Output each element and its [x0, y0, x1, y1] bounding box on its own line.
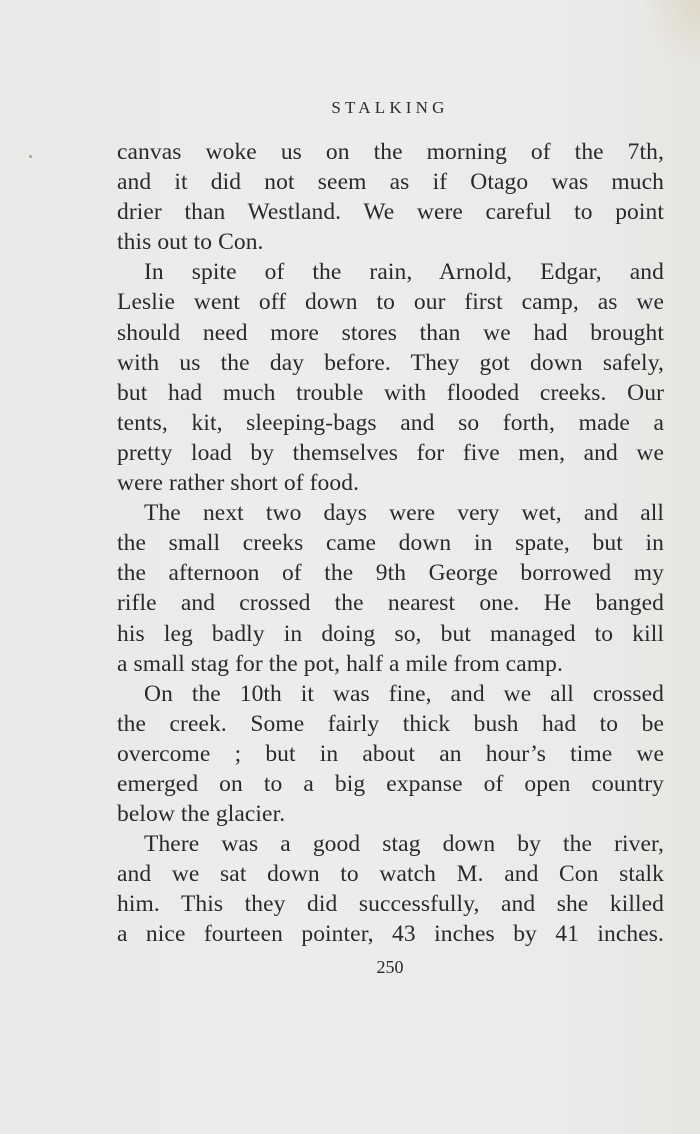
text-line: a small stag for the pot, half a mile from camp. [117, 650, 563, 677]
text-line: pretty load by themselves for five men, and we [117, 439, 664, 466]
text-line: canvas woke us on the morning of the 7th, [117, 139, 664, 165]
text-line: his leg badly in doing so, but managed to kill [117, 620, 664, 647]
text-line: drier than Westland. We were careful to point [117, 199, 664, 226]
text-line: were rather short of food. [117, 470, 360, 497]
text-line: the small creeks came down in spate, but in [117, 530, 664, 557]
text-line: rifle and crossed the nearest one. He banged [117, 590, 664, 617]
text-line: should need more stores than we had brought [117, 319, 664, 346]
text-line: and we sat down to watch M. and Con stalk [117, 861, 664, 888]
text-line: this out to Con. [117, 229, 264, 256]
text-line: the creek. Some fairly thick bush had to be [117, 710, 664, 737]
text-line: overcome ; but in about an hour’s time we [117, 740, 664, 767]
text-line: a nice fourteen pointer, 43 inches by 41 inches. [117, 921, 664, 948]
text-line: the afternoon of the 9th George borrowed my [117, 560, 664, 587]
text-line: him. This they did successfully, and she killed [117, 891, 664, 918]
text-line: In spite of the rain, Arnold, Edgar, and [144, 259, 664, 286]
text-line: but had much trouble with flooded creeks. Our [117, 379, 664, 406]
text-line: The next two days were very wet, and all [144, 500, 664, 527]
text-line: below the glacier. [117, 801, 286, 828]
running-head: STALKING [331, 98, 449, 117]
text-line: and it did not seem as if Otago was much [117, 169, 664, 196]
text-line: tents, kit, sleeping-bags and so forth, made a [117, 409, 664, 436]
text-line: On the 10th it was fine, and we all crossed [144, 680, 664, 707]
page-number: 250 [376, 957, 404, 977]
body-text [117, 137, 664, 950]
text-line: There was a good stag down by the river, [144, 831, 664, 858]
text-line: emerged on to a big expanse of open country [117, 770, 664, 797]
corner-stain [640, 0, 700, 70]
text-line: with us the day before. They got down safely, [117, 349, 664, 376]
text-line: Leslie went off down to our first camp, as we [117, 289, 664, 316]
page-speck [29, 155, 32, 158]
